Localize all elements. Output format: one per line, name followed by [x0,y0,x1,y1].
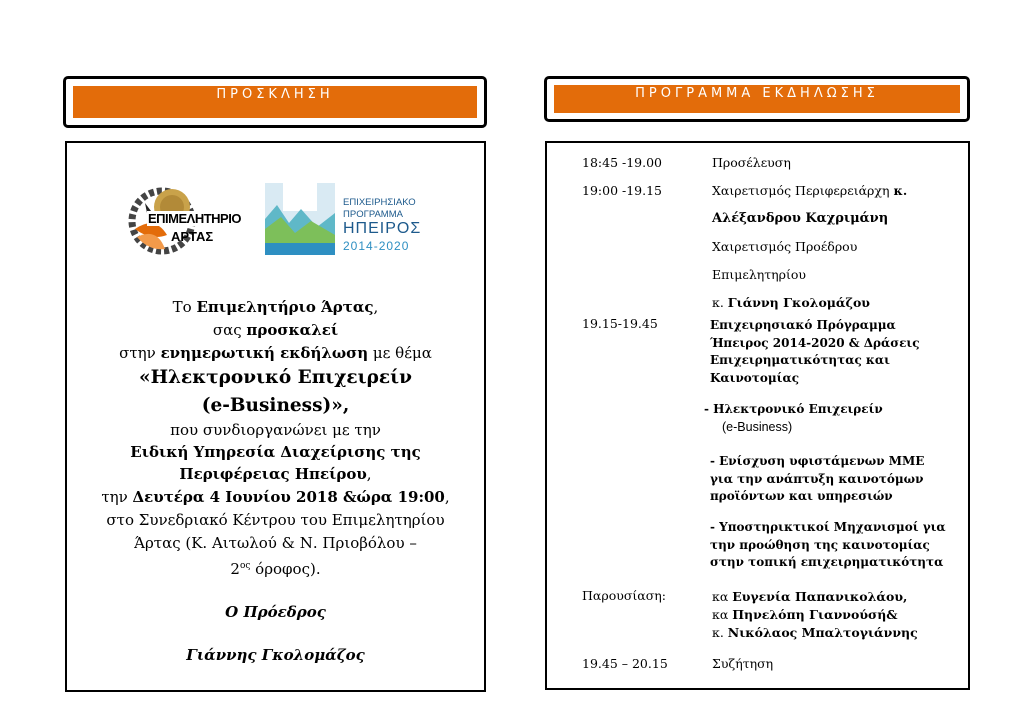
venue-line-2: Άρτας (Κ. Αιτωλού & Ν. Πριοβόλου – [134,534,417,552]
presentation-label: Παρουσίαση: [582,588,666,603]
president-name: κ. Γιάννη Γκολομάζου [712,295,870,310]
epirus-h-icon [265,183,341,255]
program-logo-line2: ΠΡΟΓΡΑΜΜΑ [343,209,403,220]
epirus-program-logo [265,183,435,255]
event-title-line-1: «Ηλεκτρονικό Επιχειρείν [139,367,412,388]
governor-name: Αλέξανδρου Καχριμάνη [712,211,889,226]
program-item-chamber: Επιμελητηρίου [712,267,807,282]
program-logo-years: 2014-2020 [343,239,410,253]
invitation-panel [65,141,486,692]
topic-sme-support: - Ενίσχυση υφιστάμενων ΜΜΕ για την ανάπτυξη καινοτόμων προϊόντων και υπηρεσιών [710,454,925,503]
invitation-line-1: Το Επιμελητήριο Άρτας, [172,298,379,316]
invitation-line-8: Περιφέρειας Ηπείρου, [179,465,372,483]
time-slot-1: 18:45 -19.00 [582,155,663,170]
chamber-of-arta-logo [127,179,257,261]
program-logo-line3: ΗΠΕΙΡΟΣ [343,220,422,237]
topic-innovation-mechanisms: - Υποστηρικτικοί Μηχανισμοί για την προώθηση της καινοτομίας στην τοπική επιχειρηματικότητα [710,520,946,569]
venue-line-3: $2^{o\varsigma}$ όροφος). [230,560,321,578]
time-slot-4: 19.45 – 20.15 [582,656,668,671]
invitation-line-3: στην ενημερωτική εκδήλωση με θέμα [119,344,432,362]
chamber-name-line1: ΕΠΙΜΕΛΗΤΗΡΙΟ [148,211,241,226]
invitation-line-6: που συνδιοργανώνει με την [170,421,381,439]
program-logo-line1: ΕΠΙΧΕΙΡΗΣΙΑΚΟ [343,197,416,208]
signature-name: Γιάννης Γκολομάζος [186,646,365,664]
event-title-line-2: (e-Business)», [201,395,350,416]
program-item-arrival: Προσέλευση [712,155,791,170]
time-slot-3: 19.15-19.45 [582,316,658,331]
venue-line-1: στο Συνεδριακό Κέντρου του Επιμελητηρίου [106,511,445,529]
program-header: ΠΡΟΓΡΑΜΜΑ ΕΚΔΗΛΩΣΗΣ [554,85,960,113]
invitation-header: ΠΡΟΣΚΛΗΣΗ [73,86,477,118]
invitation-line-7: Ειδική Υπηρεσία Διαχείρισης της [130,443,421,461]
program-panel [545,141,970,690]
presenters-list: κα Ευγενία Παπανικολάου, κα Πηνελόπη Γιαννούσή& κ. Νικόλαος Μπαλτογιάννης [712,589,918,640]
chamber-name-line2: ΑΡΤΑΣ [171,229,214,244]
program-item-discussion: Συζήτηση [712,656,774,671]
topic-e-business-subtitle: (e-Business) [722,420,793,434]
invitation-line-2: σας προσκαλεί [212,321,339,339]
program-item-greeting-governor: Χαιρετισμός Περιφερειάρχη κ. [712,183,908,198]
event-date-line: την Δευτέρα 4 Ιουνίου 2018 &ώρα 19:00, [101,488,450,506]
program-item-presentation-title: Επιχειρησιακό Πρόγραμμα Ήπειρος 2014-2020 & Δράσεις Επιχειρηματικότητας και Καινοτομίας [710,318,920,385]
signature-title: Ο Πρόεδρος [225,603,326,621]
topic-e-business: - Ηλεκτρονικό Επιχειρείν [704,402,883,416]
time-slot-2: 19:00 -19.15 [582,183,663,198]
program-item-greeting-president: Χαιρετισμός Προέδρου [712,239,858,254]
